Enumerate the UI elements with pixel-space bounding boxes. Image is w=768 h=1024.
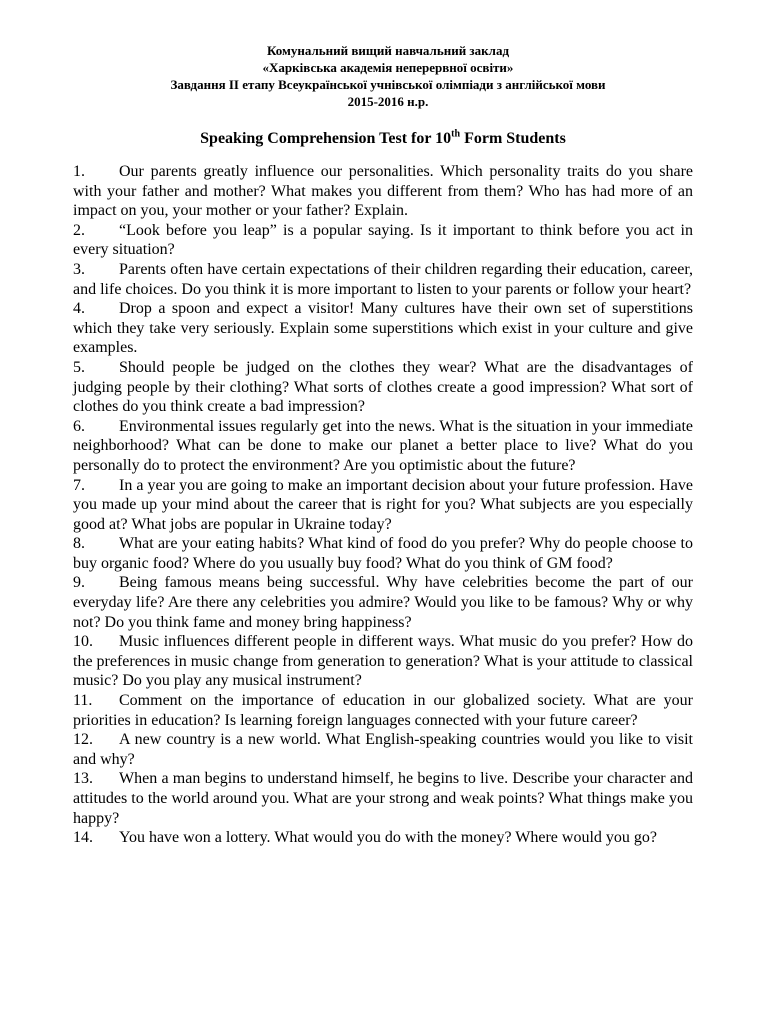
question-list xyxy=(73,162,693,848)
question-number: 2. xyxy=(73,221,85,239)
question-item xyxy=(73,691,693,730)
question-number: 6. xyxy=(73,417,85,435)
academy-name: «Харківська академія неперервної освіти» xyxy=(262,60,514,75)
title-main: Speaking Comprehension Test for 10 xyxy=(200,130,452,147)
question-item xyxy=(73,769,693,828)
question-number: 4. xyxy=(73,300,85,318)
document-page xyxy=(73,42,693,848)
page-title xyxy=(73,129,693,149)
question-number: 14. xyxy=(73,829,93,847)
question-item xyxy=(73,828,693,848)
question-text: Comment on the importance of education in our globalized society. What are your priorities in education? Is learning foreign languages connected with your future career? xyxy=(73,692,693,729)
question-number: 13. xyxy=(73,770,93,788)
question-item xyxy=(73,534,693,573)
question-text: Music influences different people in different ways. What music do you prefer? How do the preferences in music change from generation to generation? What is your attitude to classical music? Do you play any musical instrument? xyxy=(73,633,693,690)
question-item xyxy=(73,221,693,260)
question-text: Our parents greatly influence our personalities. Which personality traits do you share with your father and mother? What makes you different from them? Who has had more of an impact on you, your mother or your father? Explain. xyxy=(73,163,693,220)
question-number: 5. xyxy=(73,358,85,376)
institution-name: Комунальний вищий навчальний заклад xyxy=(266,43,510,58)
question-text: When a man begins to understand himself, he begins to live. Describe your character and attitudes to the world around you. What are your strong and weak points? What things make you happy? xyxy=(73,770,693,827)
question-text: Should people be judged on the clothes they wear? What are the disadvantages of judging people by their clothing? What sorts of clothes create a good impression? What sort of clothes do you think create a bad impression? xyxy=(73,358,693,416)
olympiad-task-title: Завдання ІІ етапу Всеукраїнської учнівської олімпіади з англійської мови xyxy=(170,77,606,92)
question-item xyxy=(73,162,693,221)
question-text: Being famous means being successful. Why have celebrities become the part of our everyday life? Are there any celebrities you admire? Would you like to be famous? Why or why not? Do you think fame and money bring happiness? xyxy=(73,574,693,631)
question-text: Parents often have certain expectations of their children regarding their education, career, and life choices. Do you think it is more important to listen to your parents or follow your heart? xyxy=(73,260,693,298)
title-superscript: th xyxy=(451,128,461,140)
question-item xyxy=(73,632,693,691)
question-item xyxy=(73,573,693,632)
question-item xyxy=(73,730,693,769)
title-suffix: Form Students xyxy=(460,130,566,147)
academic-year: 2015-2016 н.р. xyxy=(347,94,429,109)
question-text: “Look before you leap” is a popular saying. Is it important to think before you act in every situation? xyxy=(73,221,693,259)
question-number: 1. xyxy=(73,163,85,180)
question-text: In a year you are going to make an important decision about your future profession. Have you made up your mind about the career that is right for you? What subjects are you especially good at? What jobs are popular in Ukraine today? xyxy=(73,476,693,533)
question-item xyxy=(73,476,693,535)
question-text: What are your eating habits? What kind of food do you prefer? Why do people choose to buy organic food? Where do you usually buy food? What do you think of GM food? xyxy=(73,535,693,572)
question-text: You have won a lottery. What would you do with the money? Where would you go? xyxy=(119,829,657,847)
question-number: 3. xyxy=(73,260,85,278)
question-number: 10. xyxy=(73,633,93,651)
question-text: Environmental issues regularly get into the news. What is the situation in your immediate neighborhood? What can be done to make our planet a better place to live? What do you personally do to protect the environment? Are you optimistic about the future? xyxy=(73,417,693,474)
question-number: 8. xyxy=(73,535,85,553)
question-item xyxy=(73,358,693,417)
question-text: Drop a spoon and expect a visitor! Many cultures have their own set of superstitions which they take very seriously. Explain some superstitions which exist in your culture and give examples. xyxy=(73,300,693,357)
question-number: 11. xyxy=(73,692,93,710)
question-text: A new country is a new world. What English-speaking countries would you like to visit and why? xyxy=(73,731,693,768)
document-header xyxy=(83,42,693,110)
question-item xyxy=(73,299,693,358)
question-item xyxy=(73,260,693,299)
question-item xyxy=(73,417,693,476)
question-number: 12. xyxy=(73,731,93,749)
question-number: 7. xyxy=(73,476,85,494)
question-number: 9. xyxy=(73,574,85,592)
